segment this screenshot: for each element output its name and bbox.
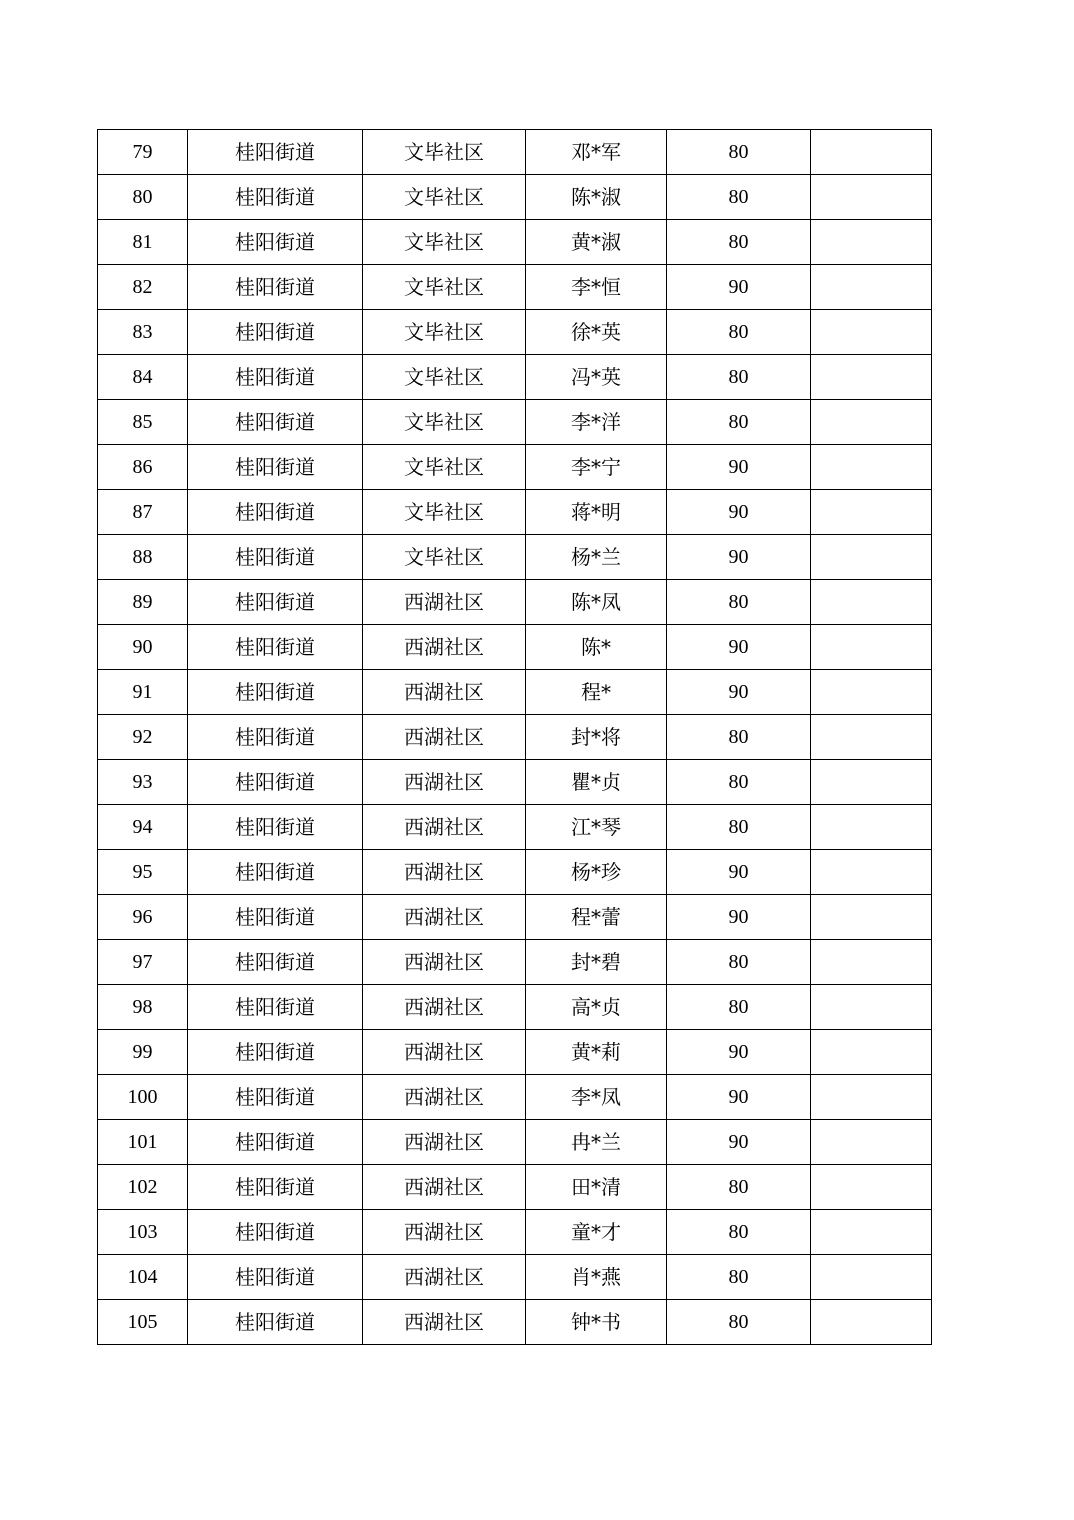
- resident-name-cell: 瞿*贞: [526, 760, 667, 805]
- row-number-cell: 92: [98, 715, 188, 760]
- resident-name-cell: 田*清: [526, 1165, 667, 1210]
- row-number-cell: 90: [98, 625, 188, 670]
- street-cell: 桂阳街道: [188, 1120, 363, 1165]
- row-number-cell: 95: [98, 850, 188, 895]
- row-number-cell: 105: [98, 1300, 188, 1345]
- score-cell: 90: [667, 490, 811, 535]
- community-cell: 西湖社区: [363, 1075, 526, 1120]
- score-cell: 80: [667, 175, 811, 220]
- row-number-cell: 100: [98, 1075, 188, 1120]
- street-cell: 桂阳街道: [188, 1300, 363, 1345]
- score-cell: 80: [667, 400, 811, 445]
- community-cell: 文毕社区: [363, 175, 526, 220]
- resident-name-cell: 杨*珍: [526, 850, 667, 895]
- resident-name-cell: 李*宁: [526, 445, 667, 490]
- score-cell: 90: [667, 670, 811, 715]
- row-number-cell: 81: [98, 220, 188, 265]
- score-cell: 80: [667, 1210, 811, 1255]
- street-cell: 桂阳街道: [188, 445, 363, 490]
- remark-cell: [811, 625, 932, 670]
- community-cell: 西湖社区: [363, 1255, 526, 1300]
- resident-name-cell: 李*洋: [526, 400, 667, 445]
- score-cell: 80: [667, 310, 811, 355]
- street-cell: 桂阳街道: [188, 400, 363, 445]
- row-number-cell: 82: [98, 265, 188, 310]
- score-cell: 90: [667, 265, 811, 310]
- table-row: [98, 670, 932, 715]
- resident-name-cell: 封*碧: [526, 940, 667, 985]
- resident-name-cell: 黄*莉: [526, 1030, 667, 1075]
- resident-name-cell: 徐*英: [526, 310, 667, 355]
- street-cell: 桂阳街道: [188, 220, 363, 265]
- community-cell: 西湖社区: [363, 1300, 526, 1345]
- table-row: [98, 985, 932, 1030]
- remark-cell: [811, 220, 932, 265]
- street-cell: 桂阳街道: [188, 805, 363, 850]
- table-row: [98, 760, 932, 805]
- table-row: [98, 1255, 932, 1300]
- remark-cell: [811, 1030, 932, 1075]
- row-number-cell: 93: [98, 760, 188, 805]
- community-cell: 西湖社区: [363, 850, 526, 895]
- street-cell: 桂阳街道: [188, 265, 363, 310]
- score-cell: 90: [667, 1030, 811, 1075]
- community-cell: 西湖社区: [363, 895, 526, 940]
- row-number-cell: 80: [98, 175, 188, 220]
- row-number-cell: 101: [98, 1120, 188, 1165]
- score-cell: 80: [667, 1165, 811, 1210]
- community-cell: 西湖社区: [363, 805, 526, 850]
- score-cell: 80: [667, 805, 811, 850]
- row-number-cell: 83: [98, 310, 188, 355]
- score-cell: 80: [667, 130, 811, 175]
- remark-cell: [811, 490, 932, 535]
- street-cell: 桂阳街道: [188, 490, 363, 535]
- table-row: [98, 580, 932, 625]
- community-cell: 文毕社区: [363, 265, 526, 310]
- remark-cell: [811, 1255, 932, 1300]
- table-row: [98, 220, 932, 265]
- remark-cell: [811, 580, 932, 625]
- remark-cell: [811, 1210, 932, 1255]
- score-cell: 80: [667, 355, 811, 400]
- resident-name-cell: 陈*: [526, 625, 667, 670]
- row-number-cell: 99: [98, 1030, 188, 1075]
- community-cell: 西湖社区: [363, 1165, 526, 1210]
- table-row: [98, 445, 932, 490]
- row-number-cell: 79: [98, 130, 188, 175]
- row-number-cell: 86: [98, 445, 188, 490]
- community-cell: 文毕社区: [363, 445, 526, 490]
- resident-name-cell: 程*蕾: [526, 895, 667, 940]
- remark-cell: [811, 400, 932, 445]
- resident-name-cell: 李*恒: [526, 265, 667, 310]
- table-row: [98, 175, 932, 220]
- score-cell: 80: [667, 220, 811, 265]
- table-row: [98, 895, 932, 940]
- resident-name-cell: 肖*燕: [526, 1255, 667, 1300]
- table-row: [98, 715, 932, 760]
- street-cell: 桂阳街道: [188, 625, 363, 670]
- data-table: [97, 129, 932, 1345]
- street-cell: 桂阳街道: [188, 760, 363, 805]
- street-cell: 桂阳街道: [188, 1210, 363, 1255]
- street-cell: 桂阳街道: [188, 1165, 363, 1210]
- street-cell: 桂阳街道: [188, 580, 363, 625]
- remark-cell: [811, 175, 932, 220]
- remark-cell: [811, 1075, 932, 1120]
- score-cell: 90: [667, 1120, 811, 1165]
- resident-name-cell: 江*琴: [526, 805, 667, 850]
- score-cell: 80: [667, 715, 811, 760]
- remark-cell: [811, 805, 932, 850]
- score-cell: 80: [667, 1255, 811, 1300]
- resident-name-cell: 杨*兰: [526, 535, 667, 580]
- community-cell: 文毕社区: [363, 130, 526, 175]
- score-cell: 90: [667, 850, 811, 895]
- community-cell: 文毕社区: [363, 355, 526, 400]
- resident-name-cell: 封*将: [526, 715, 667, 760]
- resident-name-cell: 钟*书: [526, 1300, 667, 1345]
- street-cell: 桂阳街道: [188, 985, 363, 1030]
- resident-name-cell: 陈*凤: [526, 580, 667, 625]
- row-number-cell: 104: [98, 1255, 188, 1300]
- community-cell: 西湖社区: [363, 1030, 526, 1075]
- table-body: [98, 130, 932, 1345]
- remark-cell: [811, 760, 932, 805]
- street-cell: 桂阳街道: [188, 850, 363, 895]
- table-row: [98, 310, 932, 355]
- resident-name-cell: 冉*兰: [526, 1120, 667, 1165]
- remark-cell: [811, 1300, 932, 1345]
- resident-name-cell: 程*: [526, 670, 667, 715]
- row-number-cell: 102: [98, 1165, 188, 1210]
- score-cell: 80: [667, 760, 811, 805]
- street-cell: 桂阳街道: [188, 1030, 363, 1075]
- remark-cell: [811, 130, 932, 175]
- resident-name-cell: 黄*淑: [526, 220, 667, 265]
- table-row: [98, 1300, 932, 1345]
- resident-name-cell: 蒋*明: [526, 490, 667, 535]
- street-cell: 桂阳街道: [188, 715, 363, 760]
- community-cell: 西湖社区: [363, 985, 526, 1030]
- table-row: [98, 1165, 932, 1210]
- remark-cell: [811, 895, 932, 940]
- remark-cell: [811, 850, 932, 895]
- street-cell: 桂阳街道: [188, 175, 363, 220]
- row-number-cell: 103: [98, 1210, 188, 1255]
- score-cell: 80: [667, 1300, 811, 1345]
- table-row: [98, 355, 932, 400]
- community-cell: 文毕社区: [363, 310, 526, 355]
- table-row: [98, 1030, 932, 1075]
- resident-name-cell: 高*贞: [526, 985, 667, 1030]
- remark-cell: [811, 445, 932, 490]
- score-cell: 90: [667, 445, 811, 490]
- remark-cell: [811, 940, 932, 985]
- community-cell: 文毕社区: [363, 400, 526, 445]
- resident-name-cell: 冯*英: [526, 355, 667, 400]
- table-row: [98, 850, 932, 895]
- row-number-cell: 88: [98, 535, 188, 580]
- table-row: [98, 265, 932, 310]
- table-row: [98, 625, 932, 670]
- score-cell: 80: [667, 940, 811, 985]
- community-cell: 西湖社区: [363, 1210, 526, 1255]
- remark-cell: [811, 535, 932, 580]
- row-number-cell: 89: [98, 580, 188, 625]
- street-cell: 桂阳街道: [188, 310, 363, 355]
- community-cell: 西湖社区: [363, 625, 526, 670]
- table-row: [98, 130, 932, 175]
- score-cell: 80: [667, 580, 811, 625]
- row-number-cell: 97: [98, 940, 188, 985]
- score-cell: 90: [667, 535, 811, 580]
- community-cell: 西湖社区: [363, 760, 526, 805]
- community-cell: 文毕社区: [363, 535, 526, 580]
- row-number-cell: 98: [98, 985, 188, 1030]
- remark-cell: [811, 715, 932, 760]
- row-number-cell: 96: [98, 895, 188, 940]
- remark-cell: [811, 265, 932, 310]
- street-cell: 桂阳街道: [188, 895, 363, 940]
- remark-cell: [811, 670, 932, 715]
- table-row: [98, 805, 932, 850]
- community-cell: 西湖社区: [363, 715, 526, 760]
- street-cell: 桂阳街道: [188, 130, 363, 175]
- community-cell: 文毕社区: [363, 490, 526, 535]
- resident-name-cell: 童*才: [526, 1210, 667, 1255]
- resident-name-cell: 陈*淑: [526, 175, 667, 220]
- row-number-cell: 94: [98, 805, 188, 850]
- table-row: [98, 1210, 932, 1255]
- score-cell: 90: [667, 625, 811, 670]
- street-cell: 桂阳街道: [188, 670, 363, 715]
- table-row: [98, 535, 932, 580]
- street-cell: 桂阳街道: [188, 535, 363, 580]
- row-number-cell: 84: [98, 355, 188, 400]
- row-number-cell: 87: [98, 490, 188, 535]
- street-cell: 桂阳街道: [188, 1255, 363, 1300]
- community-cell: 西湖社区: [363, 670, 526, 715]
- community-cell: 西湖社区: [363, 940, 526, 985]
- resident-name-cell: 邓*军: [526, 130, 667, 175]
- row-number-cell: 91: [98, 670, 188, 715]
- resident-name-cell: 李*凤: [526, 1075, 667, 1120]
- table-row: [98, 400, 932, 445]
- remark-cell: [811, 985, 932, 1030]
- street-cell: 桂阳街道: [188, 940, 363, 985]
- table-row: [98, 940, 932, 985]
- remark-cell: [811, 355, 932, 400]
- table-row: [98, 490, 932, 535]
- community-cell: 西湖社区: [363, 1120, 526, 1165]
- community-cell: 文毕社区: [363, 220, 526, 265]
- row-number-cell: 85: [98, 400, 188, 445]
- score-cell: 90: [667, 895, 811, 940]
- street-cell: 桂阳街道: [188, 355, 363, 400]
- score-cell: 80: [667, 985, 811, 1030]
- remark-cell: [811, 1165, 932, 1210]
- score-cell: 90: [667, 1075, 811, 1120]
- table-row: [98, 1075, 932, 1120]
- remark-cell: [811, 1120, 932, 1165]
- street-cell: 桂阳街道: [188, 1075, 363, 1120]
- table-row: [98, 1120, 932, 1165]
- community-cell: 西湖社区: [363, 580, 526, 625]
- remark-cell: [811, 310, 932, 355]
